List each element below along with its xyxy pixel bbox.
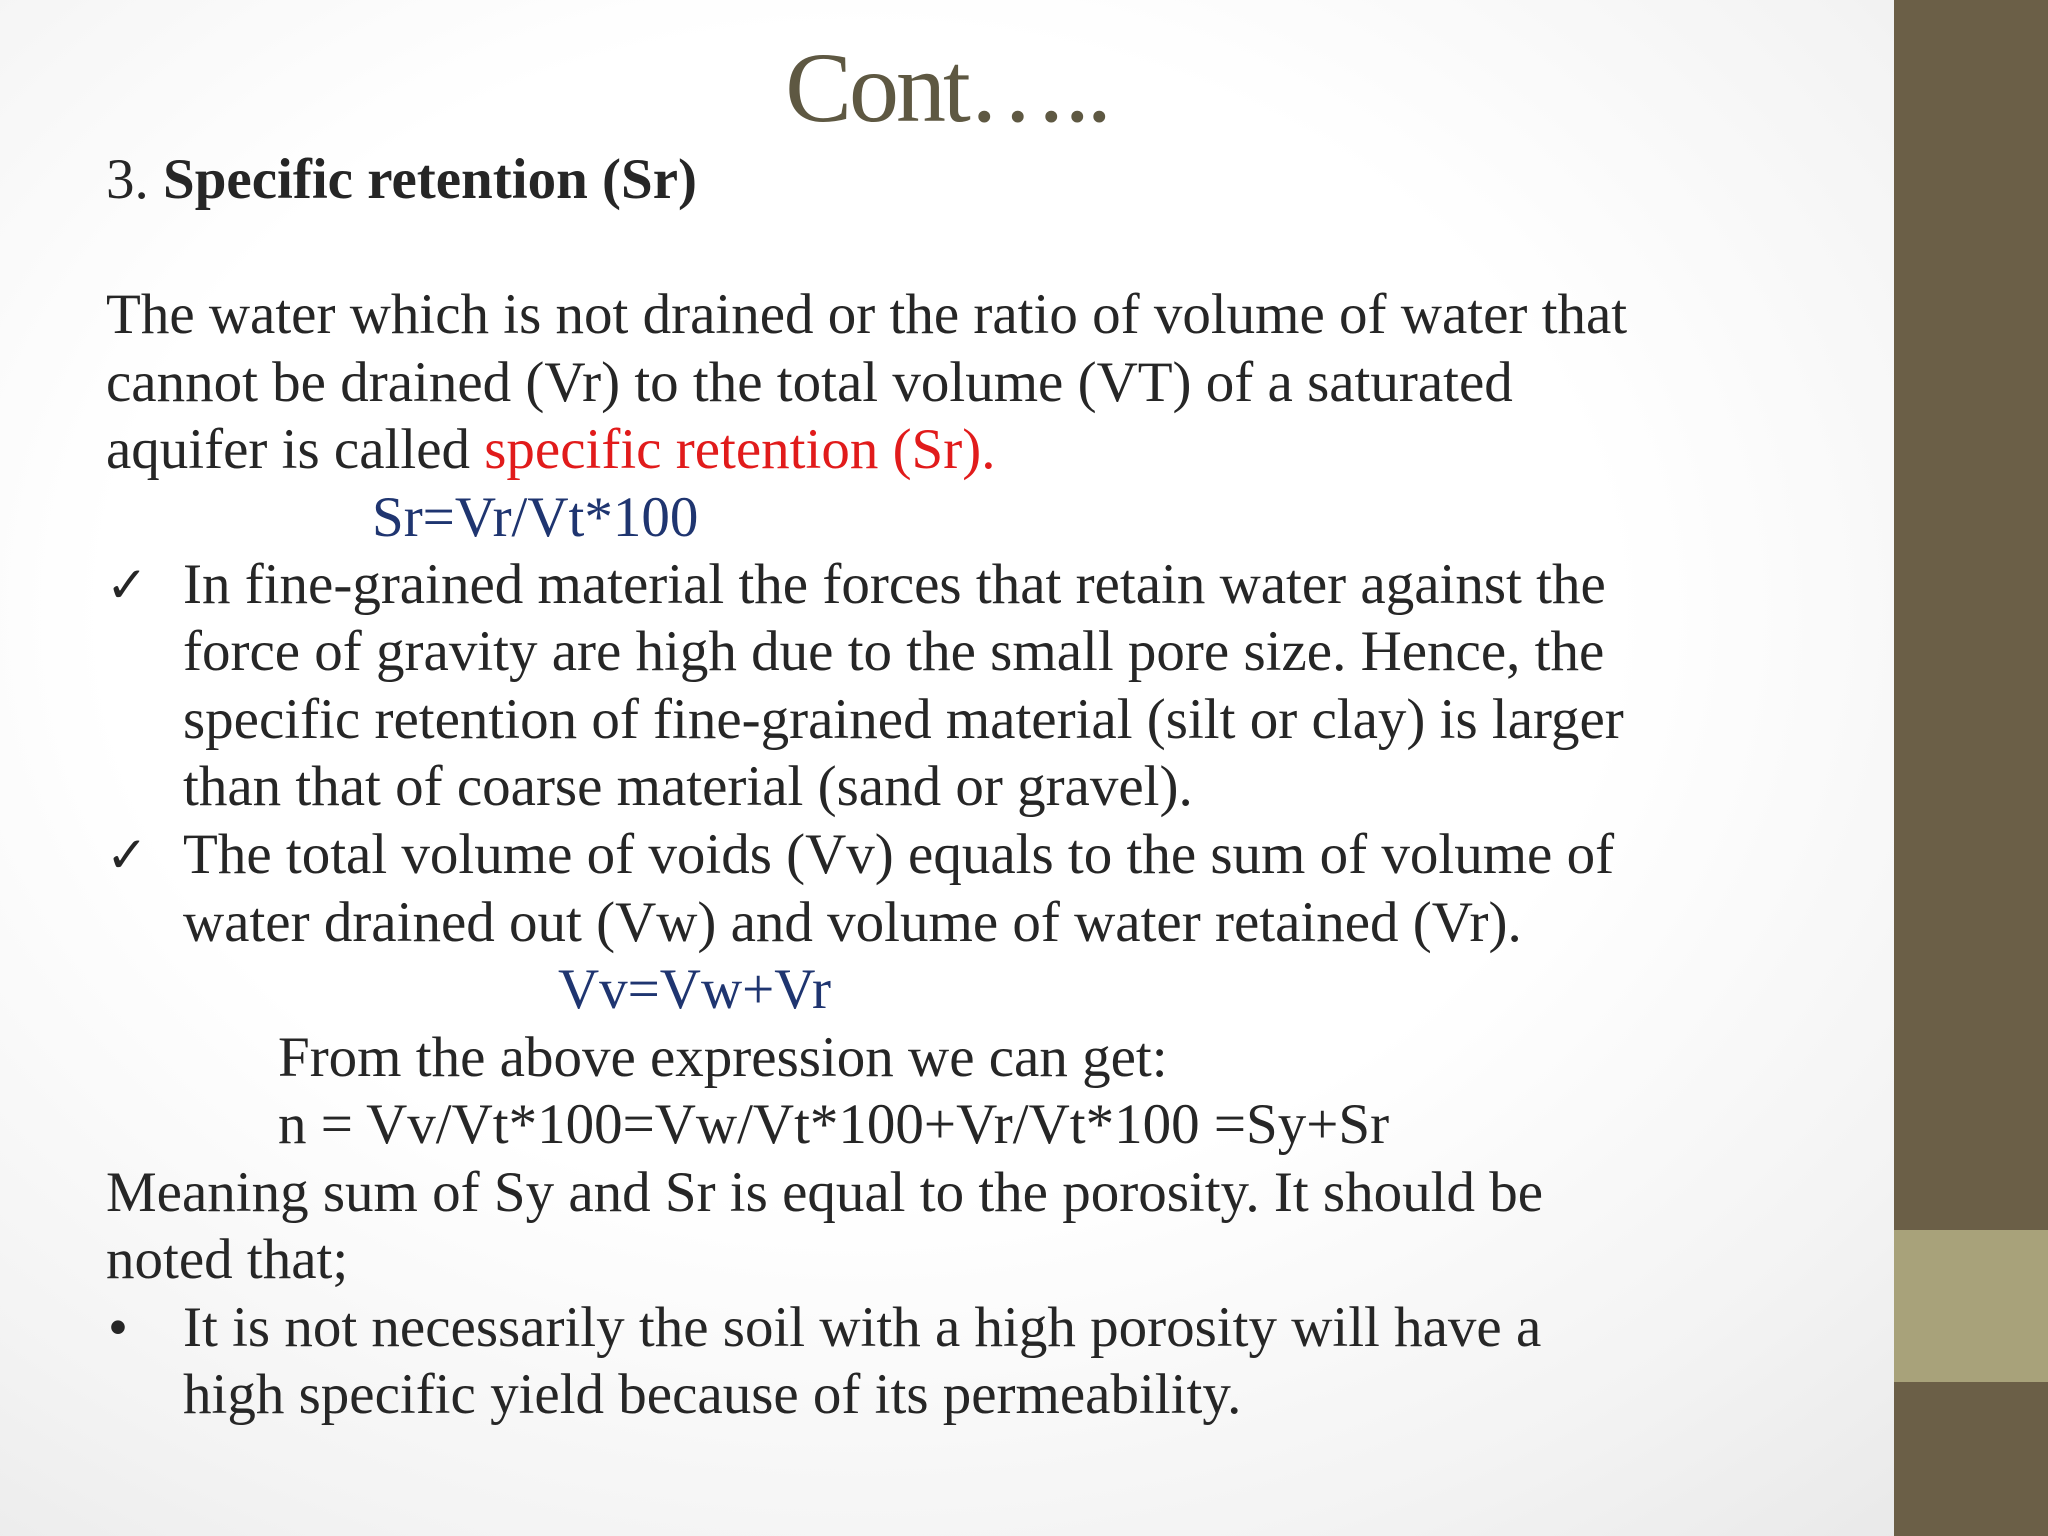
expression-intro: From the above expression we can get: — [278, 1026, 1168, 1089]
section-heading — [106, 146, 697, 214]
checkmark-icon: ✓ — [106, 827, 148, 883]
meaning-line-1: Meaning sum of Sy and Sr is equal to the porosity. It should be — [106, 1161, 1543, 1224]
formula-void-volume: Vv=Vw+Vr — [558, 958, 832, 1021]
definition-line-3 — [106, 416, 995, 484]
definition-line-2: cannot be drained (Vr) to the total volume (VT) of a saturated — [106, 351, 1513, 414]
heading-text: Specific retention (Sr) — [163, 148, 697, 211]
definition-text: aquifer is called — [106, 418, 485, 481]
check-item-2-line-1: The total volume of voids (Vv) equals to the sum of volume of — [183, 823, 1615, 886]
bullet-item-line-2: high specific yield because of its permeability. — [183, 1363, 1242, 1426]
slide-title: Cont….. — [785, 32, 1109, 143]
check-item-1-line-1: In fine-grained material the forces that retain water against the — [183, 553, 1606, 616]
bullet-icon: • — [108, 1296, 128, 1359]
formula-specific-retention: Sr=Vr/Vt*100 — [372, 486, 699, 549]
highlighted-term: specific retention (Sr). — [484, 418, 996, 481]
meaning-line-2: noted that; — [106, 1228, 349, 1291]
check-item-1-line-2: force of gravity are high due to the small pore size. Hence, the — [183, 620, 1605, 683]
checkmark-icon: ✓ — [106, 557, 148, 613]
check-item-2-line-2: water drained out (Vw) and volume of water retained (Vr). — [183, 891, 1522, 954]
decorative-sidebar — [1894, 0, 2048, 1536]
check-item-1-line-3: specific retention of fine-grained material (silt or clay) is larger — [183, 688, 1624, 751]
porosity-expression: n = Vv/Vt*100=Vw/Vt*100+Vr/Vt*100 =Sy+Sr — [278, 1093, 1390, 1156]
definition-line-1: The water which is not drained or the ratio of volume of water that — [106, 283, 1628, 346]
sidebar-accent-block — [1894, 1230, 2048, 1382]
bullet-item-line-1: It is not necessarily the soil with a high porosity will have a — [183, 1296, 1542, 1359]
heading-number: 3. — [106, 148, 163, 211]
check-item-1-line-4: than that of coarse material (sand or gravel). — [183, 755, 1193, 818]
